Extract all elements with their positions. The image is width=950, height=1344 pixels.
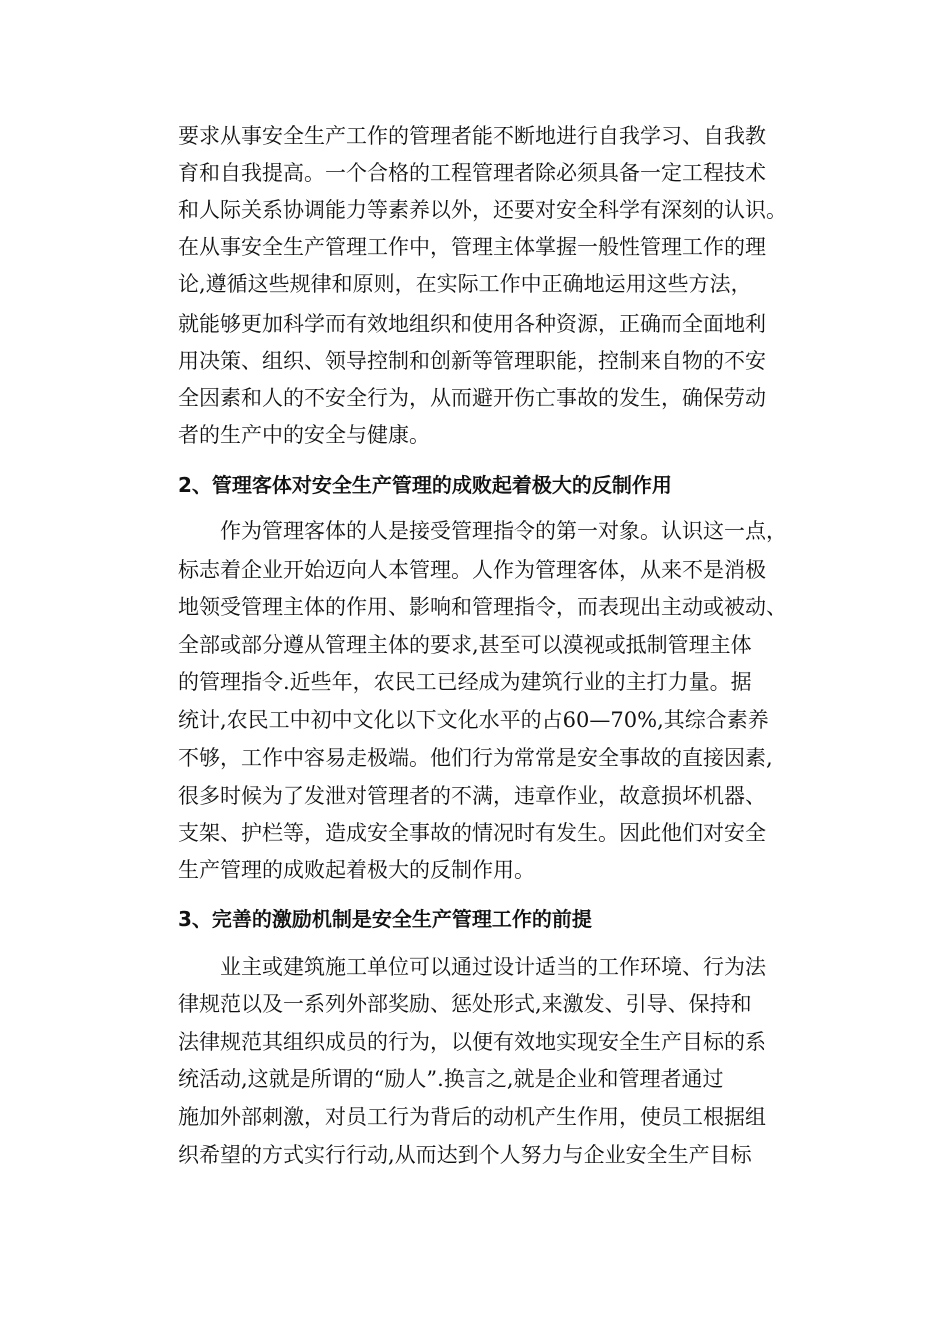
paragraph-line: 和人际关系协调能力等素养以外，还要对安全科学有深刻的认识。 — [178, 198, 787, 222]
paragraph-line: 法律规范其组织成员的行为，以便有效地实现安全生产目标的系 — [178, 1030, 766, 1054]
paragraph-line: 育和自我提高。一个合格的工程管理者除必须具备一定工程技术 — [178, 161, 766, 185]
paragraph-line: 地领受管理主体的作用、影响和管理指令，而表现出主动或被动、 — [178, 595, 787, 619]
paragraph-line: 用决策、组织、领导控制和创新等管理职能，控制来自物的不安 — [178, 349, 766, 373]
paragraph-line: 律规范以及一系列外部奖励、惩处形式,来激发、引导、保持和 — [178, 992, 752, 1016]
section-heading-2: 2、管理客体对安全生产管理的成败起着极大的反制作用 — [178, 473, 672, 497]
paragraph-line: 统计,农民工中初中文化以下文化水平的占60—70%,其综合素养 — [178, 708, 769, 732]
paragraph-line: 者的生产中的安全与健康。 — [178, 423, 430, 447]
paragraph-line: 全部或部分遵从管理主体的要求,甚至可以漠视或抵制管理主体 — [178, 633, 752, 657]
section-heading-3: 3、完善的激励机制是安全生产管理工作的前提 — [178, 907, 592, 931]
paragraph-line: 施加外部刺激，对员工行为背后的动机产生作用，使员工根据组 — [178, 1105, 766, 1129]
paragraph-line: 要求从事安全生产工作的管理者能不断地进行自我学习、自我教 — [178, 124, 766, 148]
paragraph-line: 支架、护栏等，造成安全事故的情况时有发生。因此他们对安全 — [178, 821, 766, 845]
paragraph-line: 不够，工作中容易走极端。他们行为常常是安全事故的直接因素, — [178, 746, 773, 770]
paragraph-line: 全因素和人的不安全行为，从而避开伤亡事故的发生，确保劳动 — [178, 386, 766, 410]
paragraph-line: 生产管理的成败起着极大的反制作用。 — [178, 858, 535, 882]
paragraph-line: 统活动,这就是所谓的“励人”.换言之,就是企业和管理者通过 — [178, 1067, 724, 1091]
paragraph-line: 很多时候为了发泄对管理者的不满，违章作业，故意损坏机器、 — [178, 784, 766, 808]
paragraph-line: 就能够更加科学而有效地组织和使用各种资源，正确而全面地利 — [178, 312, 766, 336]
paragraph-line: 业主或建筑施工单位可以通过设计适当的工作环境、行为法 — [220, 955, 766, 979]
paragraph-line: 论,遵循这些规律和原则，在实际工作中正确地运用这些方法， — [178, 272, 752, 296]
paragraph-line: 作为管理客体的人是接受管理指令的第一对象。认识这一点， — [220, 519, 787, 543]
paragraph-line: 织希望的方式实行行动,从而达到个人努力与企业安全生产目标 — [178, 1143, 752, 1167]
paragraph-line: 标志着企业开始迈向人本管理。人作为管理客体，从来不是消极 — [178, 558, 766, 582]
paragraph-line: 在从事安全生产管理工作中，管理主体掌握一般性管理工作的理 — [178, 235, 766, 259]
paragraph-line: 的管理指令.近些年，农民工已经成为建筑行业的主打力量。据 — [178, 670, 752, 694]
